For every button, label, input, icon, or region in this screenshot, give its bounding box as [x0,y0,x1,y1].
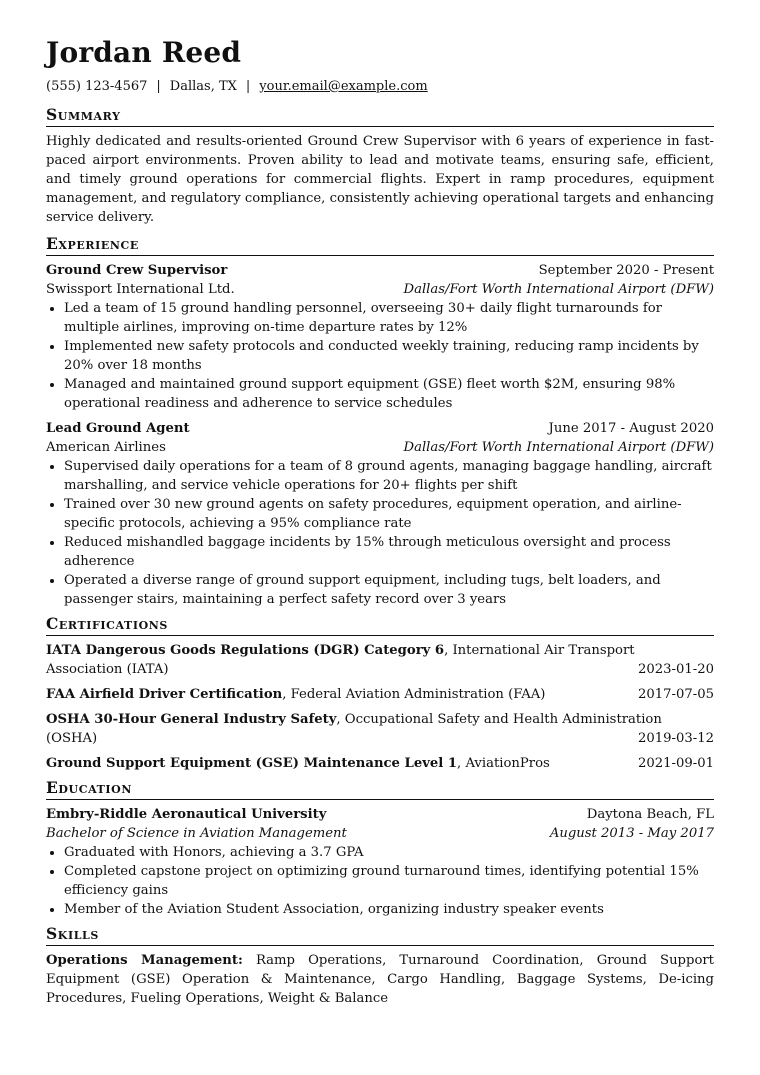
certification-issuer: AviationPros [465,756,550,771]
bullet-item: • Trained over 30 new ground agents on safety procedures, equipment operation, and airline-specific protocols, achieving a 95% compliance rate [64,495,714,533]
experience-header-row [46,261,714,280]
bullet-item: • Graduated with Honors, achieving a 3.7 GPA [64,843,714,862]
candidate-name: Jordan Reed [46,36,242,69]
bullet-item: • Member of the Aviation Student Association, organizing industry speaker events [64,900,714,919]
certification-date-wrap [638,754,714,773]
resume-page [46,36,714,1008]
job-dates: June 2017 - August 2020 [548,421,714,436]
certification-date: 2023-01-20 [637,662,714,677]
skills-block [46,951,714,1008]
certification-date: 2017-07-05 [637,687,714,702]
job-title: Lead Ground Agent [46,421,190,436]
summary-heading: Summary [46,106,714,127]
location: Dallas, TX [169,79,237,94]
certification-text: IATA Dangerous Goods Regulations (DGR) Category 6, International Air Transport Association (IATA) [46,643,635,677]
job-location: Dallas/Fort Worth International Airport (DFW) [403,440,714,455]
certification-date-wrap [638,660,714,679]
education-dates: August 2013 - May 2017 [549,826,714,841]
certification-entry [46,710,714,748]
experience-list [46,261,714,609]
certification-issuer: Federal Aviation Administration (FAA) [290,687,546,702]
certification-text: FAA Airfield Driver Certification, Federal Aviation Administration (FAA) [46,687,546,702]
certification-text: Ground Support Equipment (GSE) Maintenance Level 1, AviationPros [46,756,550,771]
company-name: Swissport International Ltd. [46,282,235,297]
bullet-item: • Implemented new safety protocols and conducted weekly training, reducing ramp incidents by 20% over 18 months [64,337,714,375]
certifications-heading: Certifications [46,615,714,636]
certification-entry [46,685,714,704]
certification-date: 2021-09-01 [637,756,714,771]
bullet-item: • Managed and maintained ground support equipment (GSE) fleet worth $2M, ensuring 98% operational readiness and adherence to service schedules [64,375,714,413]
experience-bullets [46,457,714,609]
skills-line [46,951,714,1008]
experience-heading: Experience [46,235,714,256]
education-heading: Education [46,779,714,800]
certification-issuer: Occupational Safety and Health Administration (OSHA) [46,712,662,746]
experience-company-row [46,438,714,457]
skills-list: Ramp Operations, Turnaround Coordination, Ground Support Equipment (GSE) Operation & Maintenance, Cargo Handling, Baggage Systems, De-icing Procedures, Fueling Operations, Weight & Balance [46,953,714,1006]
bullet-item: • Reduced mishandled baggage incidents by 15% through meticulous oversight and process adherence [64,533,714,571]
certification-text: OSHA 30-Hour General Industry Safety, Occupational Safety and Health Administration (OSHA) [46,712,662,746]
certification-entry [46,754,714,773]
job-dates: September 2020 - Present [538,263,714,278]
certification-name: IATA Dangerous Goods Regulations (DGR) Category 6 [46,643,445,658]
certification-date-wrap [638,729,714,748]
bullet-item: • Completed capstone project on optimizing ground turnaround times, identifying potential 15% efficiency gains [64,862,714,900]
summary-text: Highly dedicated and results-oriented Ground Crew Supervisor with 6 years of experience in fast-paced airport environments. Proven ability to lead and motivate teams, ensuring safe, efficient, and timely ground operations for commercial flights. Expert in ramp procedures, equipment management, and regulatory compliance, consistently achieving operational targets and enhancing service delivery. [46,134,714,225]
experience-header-row [46,419,714,438]
skills-heading: Skills [46,925,714,946]
education-entry [46,805,714,919]
school-name: Embry-Riddle Aeronautical University [46,807,327,822]
email-link[interactable]: your.email@example.com [259,79,428,94]
certification-date: 2019-03-12 [637,731,714,746]
school-location: Daytona Beach, FL [586,807,714,822]
certification-name: Ground Support Equipment (GSE) Maintenance Level 1 [46,756,458,771]
phone-number: (555) 123-4567 [46,79,148,94]
certification-date-wrap [638,685,714,704]
job-title: Ground Crew Supervisor [46,263,228,278]
education-degree-row [46,824,714,843]
contact-separator: | [156,79,161,94]
certification-issuer: International Air Transport Association (IATA) [46,643,635,677]
certifications-list [46,641,714,773]
experience-company-row [46,280,714,299]
contact-separator: | [245,79,251,94]
education-bullets [46,843,714,919]
experience-entry [46,419,714,609]
bullet-item: • Led a team of 15 ground handling personnel, overseeing 30+ daily flight turnarounds for multiple airlines, improving on-time departure rates by 12% [64,299,714,337]
skills-category: Operations Management: [46,953,243,968]
bullet-item: • Operated a diverse range of ground support equipment, including tugs, belt loaders, and passenger stairs, maintaining a perfect safety record over 3 years [64,571,714,609]
job-location: Dallas/Fort Worth International Airport (DFW) [403,282,714,297]
company-name: American Airlines [46,440,166,455]
bullet-item: • Supervised daily operations for a team of 8 ground agents, managing baggage handling, aircraft marshalling, and service vehicle operations for 20+ flights per shift [64,457,714,495]
contact-line [46,78,714,96]
certification-name: OSHA 30-Hour General Industry Safety [46,712,337,727]
experience-bullets [46,299,714,413]
certification-entry [46,641,714,679]
degree: Bachelor of Science in Aviation Management [46,826,347,841]
certification-name: FAA Airfield Driver Certification [46,687,283,702]
experience-entry [46,261,714,413]
education-header-row [46,805,714,824]
